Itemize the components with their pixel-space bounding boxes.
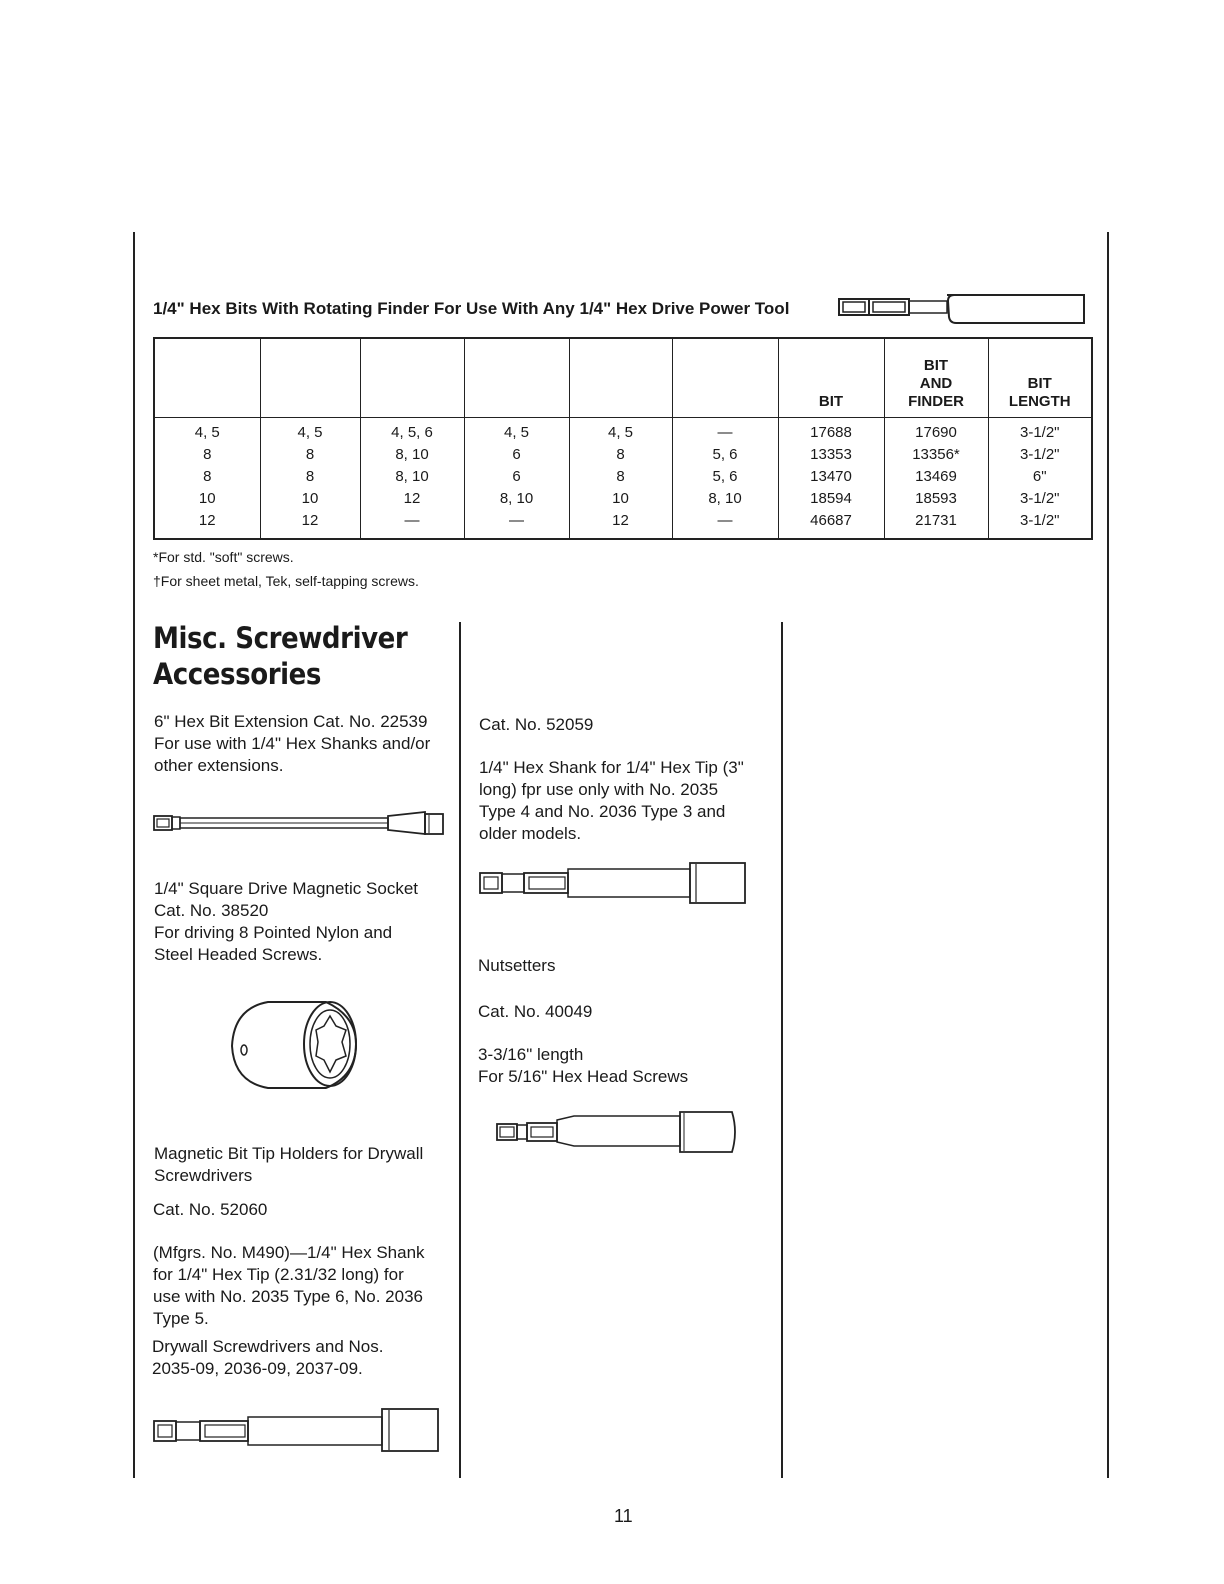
table-cell: 8 [260,444,360,466]
table-cell: 4, 5 [154,418,260,445]
drywall-holder-heading [154,1143,423,1187]
column-divider-2 [781,622,783,1478]
text-line: 1/4" Square Drive Magnetic Socket [154,879,418,898]
text-line: 6" Hex Bit Extension Cat. No. 22539 [154,712,428,731]
nutsetter-description [478,1044,688,1088]
table-row [154,510,1092,539]
magnetic-socket-illustration [228,996,362,1094]
hex-bit-finder-illustration [838,293,1088,325]
table-cell: — [672,418,778,445]
table-cell: 4, 5, 6 [360,418,464,445]
magnetic-socket-description [154,878,418,966]
misc-accessories-heading [153,620,407,692]
table-cell: 10 [569,488,672,510]
table-header-cell [672,338,778,418]
text-line: 3-3/16" length [478,1045,584,1064]
text-line: Screwdrivers [154,1166,253,1185]
mfg-m490-description [153,1242,425,1330]
table-header-bit-and-finder: BIT AND FINDER [884,338,988,418]
table-cell: 12 [569,510,672,539]
table-cell: 46687 [778,510,884,539]
table-cell: 8 [154,444,260,466]
table-cell: 5, 6 [672,466,778,488]
table-header-bit-length: BIT LENGTH [988,338,1092,418]
text-line: Drywall Screwdrivers and Nos. [152,1337,384,1356]
text-line: Type 5. [153,1309,209,1328]
table-cell: 4, 5 [569,418,672,445]
hex-extension-description [154,711,430,777]
table-cell: — [464,510,569,539]
text-line: Steel Headed Screws. [154,945,323,964]
footnote-sheet-metal: †For sheet metal, Tek, self-tapping screws. [153,573,419,589]
table-cell: 21731 [884,510,988,539]
table-header-cell [569,338,672,418]
table-header-bit: BIT [778,338,884,418]
text-line: other extensions. [154,756,284,775]
table-cell: 8, 10 [672,488,778,510]
nutsetter-illustration [496,1108,742,1156]
table-cell: 8, 10 [360,444,464,466]
text-line: (Mfgrs. No. M490)—1/4" Hex Shank [153,1243,425,1262]
table-cell: 10 [260,488,360,510]
table-cell: 13353 [778,444,884,466]
text-line: for 1/4" Hex Tip (2.31/32 long) for [153,1265,404,1284]
table-cell: 17688 [778,418,884,445]
text-line: Magnetic Bit Tip Holders for Drywall [154,1144,424,1163]
page-number: 11 [614,1506,633,1526]
table-cell: 12 [154,510,260,539]
table-cell: 13469 [884,466,988,488]
right-border-line [1107,232,1109,1478]
heading-line-2: Accessories [153,657,321,691]
table-cell: 8, 10 [464,488,569,510]
column-divider-1 [459,622,461,1478]
table-cell: 4, 5 [464,418,569,445]
drywall-screwdrivers-note [152,1336,383,1380]
text-line: use with No. 2035 Type 6, No. 2036 [153,1287,423,1306]
text-line: Cat. No. 38520 [154,901,269,920]
hex-shank-illustration-52059 [479,861,749,905]
table-cell: 3-1/2" [988,488,1092,510]
table-cell: 12 [260,510,360,539]
cat-number-40049: Cat. No. 40049 [478,1002,593,1021]
table-cell: 6 [464,444,569,466]
table-cell: 8, 10 [360,466,464,488]
nutsetters-heading: Nutsetters [478,956,556,975]
hex-shank-description [479,757,744,845]
table-cell: 17690 [884,418,988,445]
hex-extension-illustration [153,808,447,838]
table-cell: 8 [260,466,360,488]
table-cell: 3-1/2" [988,418,1092,445]
table-row [154,418,1092,445]
table-header-cell [260,338,360,418]
table-cell: 10 [154,488,260,510]
bit-holder-illustration-52060 [153,1407,443,1453]
table-cell: 8 [154,466,260,488]
table-cell: — [672,510,778,539]
cat-number-52059: Cat. No. 52059 [479,715,594,734]
table-cell: 8 [569,444,672,466]
table-header-cell [154,338,260,418]
table-header-cell [360,338,464,418]
table-row [154,444,1092,466]
table-cell: 6" [988,466,1092,488]
table-cell: 18593 [884,488,988,510]
text-line: older models. [479,824,582,843]
section-title: 1/4" Hex Bits With Rotating Finder For Use With Any 1/4" Hex Drive Power Tool [153,299,790,318]
table-cell: 8 [569,466,672,488]
table-cell: 12 [360,488,464,510]
table-cell: 6 [464,466,569,488]
table-cell: 5, 6 [672,444,778,466]
text-line: 1/4" Hex Shank for 1/4" Hex Tip (3" [479,758,744,777]
heading-line-1: Misc. Screwdriver [153,621,408,655]
table-header-cell [464,338,569,418]
text-line: long) fpr use only with No. 2035 [479,780,719,799]
text-line: Type 4 and No. 2036 Type 3 and [479,802,726,821]
cat-number-52060: Cat. No. 52060 [153,1200,268,1219]
table-row [154,466,1092,488]
table-cell: 13470 [778,466,884,488]
table-cell: — [360,510,464,539]
left-border-line [133,232,135,1478]
text-line: For 5/16" Hex Head Screws [478,1067,689,1086]
text-line: For driving 8 Pointed Nylon and [154,923,393,942]
table-cell: 3-1/2" [988,444,1092,466]
hex-bits-table [153,337,1093,540]
table-cell: 13356* [884,444,988,466]
footnote-soft-screws: *For std. "soft" screws. [153,549,294,565]
text-line: For use with 1/4" Hex Shanks and/or [154,734,431,753]
text-line: 2035-09, 2036-09, 2037-09. [152,1359,363,1378]
table-row [154,488,1092,510]
table-header-row [154,338,1092,418]
table-cell: 18594 [778,488,884,510]
table-cell: 3-1/2" [988,510,1092,539]
table-cell: 4, 5 [260,418,360,445]
